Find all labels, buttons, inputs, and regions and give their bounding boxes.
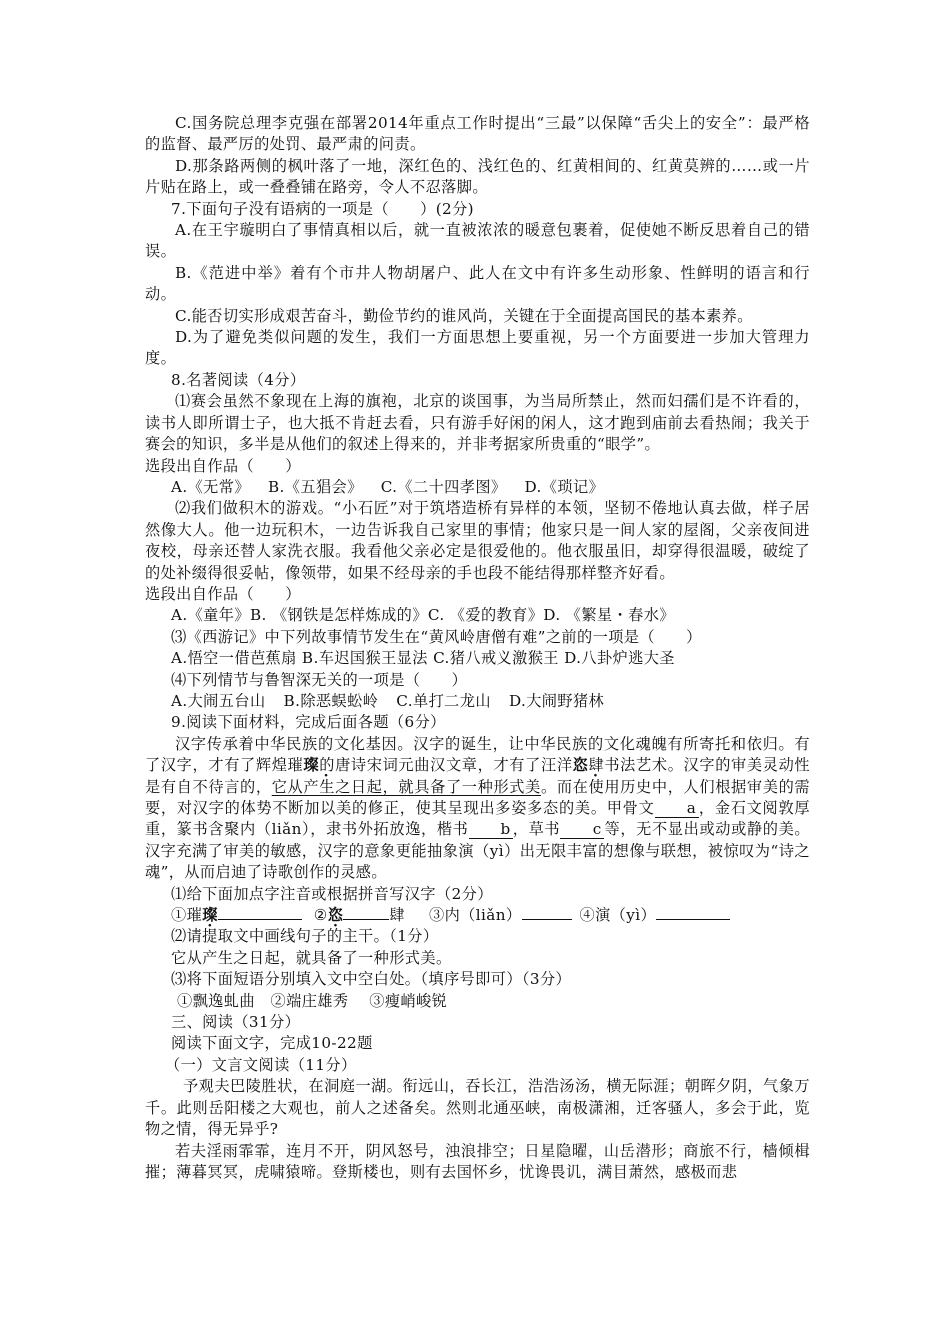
q8-4-option-c: C.单打二龙山 (396, 691, 491, 710)
section-3-intro: 阅读下面文字，完成10-22题 (171, 1034, 373, 1053)
q8-question-4: ⑷下列情节与鲁智深无关的一项是（ ） (171, 670, 468, 689)
q7-option-d: D.为了避免类似问题的发生，我们一方面思想上要重视，另一个方面要进一步加大管理力度。 (145, 328, 810, 368)
q8-passage-1-source: 选段出自作品（ ） (145, 456, 301, 475)
q9-sub-3: ⑶将下面短语分别填入文中空白处。（填序号即可）（3分） (171, 970, 572, 989)
q9-passage: 汉字传承着中华民族的文化基因。汉字的诞生，让中华民族的文化魂魄有所寄托和依归。有了汉字，才有了辉煌璀璨的唐诗宋词元曲汉文章，才有了汪洋恣肆书法艺术。汉字的审美灵动性是有自不待言的，它从产生之日起，就具备了一种形式美。而在使用历史中，人们根据审美的需要，对汉字的体势不断加以美的修正，使其呈现出多姿多态的美。甲骨文 a ，金石文阅敦厚重，篆书含聚内（liǎn），隶书外拓放逸，楷书 b ，草书 c 等，无不显出或动或静的美。汉字充满了审美的敏感，汉字的意象更能抽象演（yì）出无限丰富的想像与联想，被惊叹为“诗之魂”，从而启迪了诗歌创作的灵感。 (145, 734, 811, 882)
q8-1-option-d: D.《琐记》 (524, 477, 605, 496)
q7-stem: 7.下面句子没有语病的一项是（ ）(2分) (171, 199, 474, 218)
blank-a: a (655, 799, 699, 818)
q8-passage-1: ⑴赛会虽然不象现在上海的旗袍，北京的谈国事，为当局所禁止，然而妇孺们是不许看的，读书人即所谓士子，也大抵不肯赶去看，只有游手好闲的闲人，这才跑到庙前去看热闹；我关于赛会的知识，多半是从他们的叙述上得来的，并非考据家所贵重的“眼学”。 (145, 392, 810, 454)
q7-option-a: A.在王宇璇明白了事情真相以后，就一直被浓浓的暖意包裹着，促使她不断反思着自己的错误。 (145, 221, 810, 261)
dotted-char-can: 璨 (303, 756, 320, 775)
classical-paragraph-1: 予观夫巴陵胜状，在洞庭一湖。衔远山，吞长江，浩浩汤汤，横无际涯；朝晖夕阴，气象万千。此则岳阳楼之大观也，前人之述备矣。然则北通巫峡，南极潇湘，迁客骚人，多会于此，览物之情，得无异乎? (145, 1077, 810, 1139)
answer-blank-2[interactable] (343, 919, 389, 920)
q9-sub-1: ⑴给下面加点字注音或根据拼音写汉字（2分） (171, 884, 493, 903)
answer-blank-4[interactable] (656, 919, 730, 920)
answer-blank-1[interactable] (218, 919, 302, 920)
q8-4-option-b: B.除恶蜈蚣岭 (283, 691, 379, 710)
q6-option-c: C.国务院总理李克强在部署2014年重点工作时提出“三最”以保障“舌尖上的安全”：最严格的监督、最严厉的处罚、最严肃的问责。 (145, 114, 810, 154)
q6-option-d: D.那条路两侧的枫叶落了一地，深红色的、浅红色的、红黄相间的、红黄莫辨的……或一片片贴在路上，或一叠叠铺在路旁，令人不忍落脚。 (145, 156, 810, 197)
classical-paragraph-2: 若夫淫雨霏霏，连月不开，阴风怒号，浊浪排空；日星隐曜，山岳潜形；商旅不行，樯倾楫摧；薄暮冥冥，虎啸猿啼。登斯楼也，则有去国怀乡，忧谗畏讥，满目萧然，感极而悲 (145, 1141, 810, 1181)
q8-4-option-a: A.大闹五台山 (171, 691, 266, 710)
underlined-sentence: 它从产生之日起，就具备了一种形式美 (271, 777, 541, 796)
section-3-part-1: （一）文言文阅读（11分） (165, 1055, 357, 1074)
q8-passage-2-source: 选段出自作品（ ） (145, 584, 301, 603)
q8-question-3: ⑶《西游记》中下列故事情节发生在“黄风岭唐僧有难”之前的一项是（ ） (171, 627, 702, 646)
q8-passage-1-options (145, 477, 810, 498)
q9-sub-2-text: 它从产生之日起，就具备了一种形式美。 (171, 948, 452, 967)
q8-4-option-d: D.大闹野猪林 (508, 691, 605, 710)
q7-option-b: B.《范进中举》着有个市井人物胡屠户、此人在文中有许多生动形象、性鲜明的语言和行动。 (145, 263, 810, 304)
q8-1-option-b: B.《五猖会》 (267, 477, 363, 496)
dotted-char-zi-2: 恣 (327, 906, 344, 925)
q8-1-option-c: C.《二十四孝图》 (380, 477, 507, 496)
q9-sub-1-items: ①璀璨 ②恣 肆 ③内（liǎn） ④演（yì） (145, 905, 810, 926)
dotted-char-can-2: 璨 (202, 906, 218, 925)
blank-b: b (469, 820, 513, 839)
answer-blank-3[interactable] (522, 919, 572, 920)
q8-passage-2-options: A.《童年》B. 《钢铁是怎样炼成的》C. 《爱的教育》D. 《繁星・春水》 (171, 606, 675, 625)
dotted-char-zi: 恣 (572, 756, 589, 775)
section-3-title: 三、阅读（31分） (171, 1013, 301, 1032)
q8-stem: 8.名著阅读（4分） (171, 370, 306, 389)
blank-c: c (560, 820, 604, 839)
q9-stem: 9.阅读下面材料，完成后面各题（6分） (171, 713, 446, 732)
q8-question-3-options: A.悟空一借芭蕉扇 B.车迟国猴王显法 C.猪八戒义激猴王 D.八卦炉逃大圣 (171, 649, 675, 668)
q7-option-c: C.能否切实形成艰苦奋斗，勤俭节约的谁风尚，关键在于全面提高国民的基本素养。 (175, 306, 753, 325)
q8-passage-2: ⑵我们做积木的游戏。“小石匠”对于筑塔造桥有异样的本领，坚韧不倦地认真去做，样子居然像大人。他一边玩积木，一边告诉我自己家里的事情；他家只是一间人家的屋阁，父亲夜间进夜校，母亲还替人家洗衣服。我看他父亲必定是很爱他的。他衣服虽旧，却穿得很温暖，破绽了的处补缀得很妥帖，像领带，如果不经母亲的手也段不能结得那样整齐好看。 (145, 499, 810, 582)
q9-sub-3-options: ①飘逸虬曲 ②端庄雄秀 ③瘦峭峻锐 (177, 991, 448, 1010)
q8-1-option-a: A.《无常》 (171, 477, 250, 496)
q8-question-4-options (145, 691, 810, 712)
q9-sub-2: ⑵请提取文中画线句子的主干。（1分） (171, 927, 439, 946)
